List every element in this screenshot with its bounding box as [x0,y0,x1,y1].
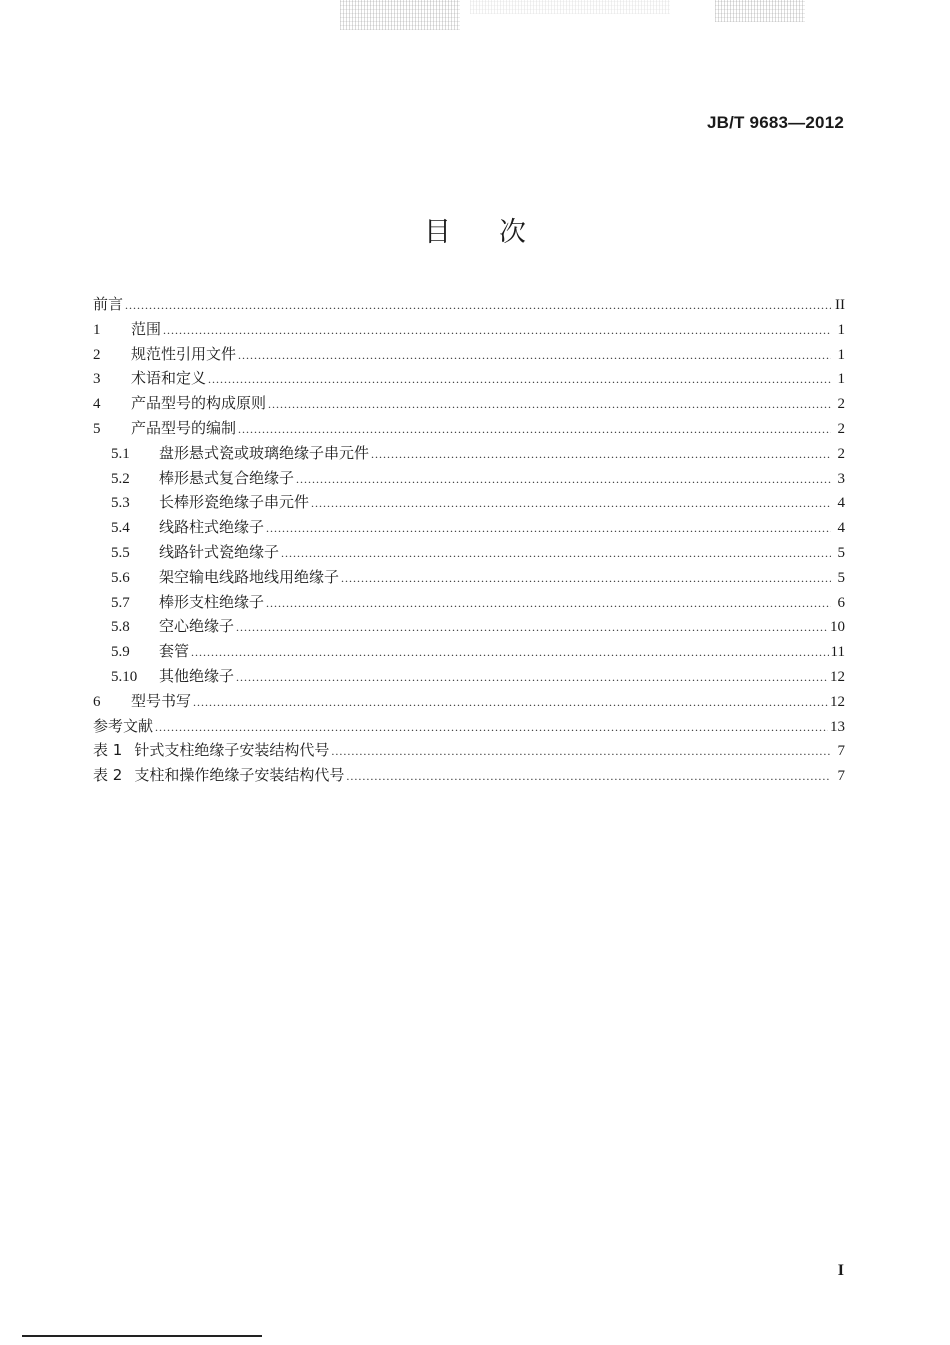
toc-entry-number: 5.3 [111,495,130,512]
toc-entry-label: 盘形悬式瓷或玻璃绝缘子串元件 [159,443,370,462]
toc-entry-5-8[interactable] [93,614,845,639]
toc-leader-dots [191,640,829,665]
toc-entry-4[interactable] [93,391,845,416]
toc-entry-5-10[interactable] [93,664,845,689]
toc-entry-foreword[interactable] [93,292,845,317]
toc-leader-dots [296,467,831,492]
toc-leader-dots [125,293,831,318]
toc-entry-table-1[interactable] [93,738,845,763]
toc-entry-number: 5.8 [111,619,130,636]
toc-entry-number: 2 [93,346,101,363]
toc-leader-dots [311,491,831,516]
toc-leader-dots [341,566,831,591]
toc-leader-dots [163,318,831,343]
toc-entry-page: 7 [837,743,845,760]
toc-entry-table-2[interactable] [93,763,845,788]
toc-entry-label: 规范性引用文件 [131,344,237,363]
toc-entry-label: 线路柱式绝缘子 [159,518,265,537]
toc-entry-label: 长棒形瓷绝缘子串元件 [159,493,310,512]
toc-leader-dots [268,392,831,417]
scan-artifact [340,0,460,30]
toc-entry-number: 5.5 [111,544,130,561]
toc-entry-page: 5 [837,569,845,586]
toc-entry-number: 6 [93,693,101,710]
toc-entry-page: II [835,297,845,313]
toc-entry-page: 2 [837,445,845,462]
bottom-rule [22,1335,262,1337]
toc-entry-label: 范围 [131,319,162,338]
toc-entry-page: 10 [830,619,845,636]
scan-artifact [470,0,670,14]
toc-leader-dots [346,764,831,789]
toc-entry-number: 5 [93,420,101,437]
toc-entry-number: 表 2 [93,766,123,785]
toc-entry-page: 1 [837,321,845,338]
toc-entry-label: 支柱和操作绝缘子安装结构代号 [134,766,345,785]
toc-entry-label: 针式支柱绝缘子安装结构代号 [134,741,330,760]
toc-entry-label: 套管 [159,642,190,661]
toc-leader-dots [238,343,831,368]
toc-entry-number: 4 [93,396,101,413]
toc-entry-page: 4 [837,495,845,512]
toc-leader-dots [281,541,831,566]
toc-entry-label: 空心绝缘子 [159,617,235,636]
scan-artifact [715,0,805,22]
toc-entry-number: 5.2 [111,470,130,487]
toc-entry-5-3[interactable] [93,490,845,515]
toc-entry-label: 产品型号的编制 [131,418,237,437]
toc-entry-number: 5.6 [111,569,130,586]
toc-entry-number: 3 [93,371,101,388]
toc-entry-5-5[interactable] [93,540,845,565]
toc-entry-page: 12 [830,693,845,710]
toc-entry-page: 3 [837,470,845,487]
toc-entry-6[interactable] [93,689,845,714]
page-number: I [837,1262,844,1279]
toc-entry-label: 棒形悬式复合绝缘子 [159,468,295,487]
toc-entry-label: 其他绝缘子 [159,666,235,685]
toc-leader-dots [266,516,831,541]
toc-leader-dots [236,665,828,690]
toc-entry-page: 4 [837,520,845,537]
page-title: 目次 [424,217,574,248]
toc-entry-label: 前言 [93,295,124,313]
toc-entry-label: 线路针式瓷绝缘子 [159,542,280,561]
toc-entry-page: 11 [830,644,845,661]
toc-entry-page: 1 [837,346,845,363]
toc-entry-5-7[interactable] [93,590,845,615]
toc-leader-dots [371,442,831,467]
toc-entry-page: 12 [830,668,845,685]
toc-entry-page: 7 [837,768,845,785]
toc-entry-number: 5.1 [111,445,130,462]
toc-leader-dots [208,367,831,392]
toc-entry-label: 参考文献 [93,716,154,735]
toc-entry-page: 2 [837,420,845,437]
toc-entry-1[interactable] [93,317,845,342]
toc-leader-dots [193,690,828,715]
toc-entry-label: 术语和定义 [131,369,207,388]
toc-leader-dots [236,615,828,640]
toc-entry-label: 产品型号的构成原则 [131,394,267,413]
toc-entry-label: 棒形支柱绝缘子 [159,592,265,611]
toc-leader-dots [331,739,831,764]
toc-entry-5[interactable] [93,416,845,441]
toc-entry-number: 5.7 [111,594,130,611]
toc-entry-page: 1 [837,371,845,388]
toc-entry-page: 6 [837,594,845,611]
toc-entry-number: 表 1 [93,741,123,760]
toc-entry-number: 5.10 [111,668,138,685]
toc-entry-5-9[interactable] [93,639,845,664]
toc-entry-page: 2 [837,396,845,413]
toc-entry-5-6[interactable] [93,565,845,590]
toc-leader-dots [238,417,831,442]
table-of-contents [93,292,845,788]
toc-entry-3[interactable] [93,366,845,391]
toc-entry-references[interactable] [93,714,845,739]
toc-leader-dots [155,715,828,740]
document-code: JB/T 9683—2012 [707,113,844,132]
toc-entry-5-4[interactable] [93,515,845,540]
toc-entry-5-2[interactable] [93,466,845,491]
toc-entry-page: 13 [830,718,845,735]
toc-entry-number: 1 [93,321,101,338]
toc-entry-2[interactable] [93,342,845,367]
toc-entry-number: 5.9 [111,644,130,661]
toc-entry-label: 型号书写 [131,691,192,710]
toc-entry-number: 5.4 [111,520,130,537]
toc-entry-label: 架空输电线路地线用绝缘子 [159,567,340,586]
toc-entry-page: 5 [837,544,845,561]
toc-leader-dots [266,591,831,616]
toc-entry-5-1[interactable] [93,441,845,466]
